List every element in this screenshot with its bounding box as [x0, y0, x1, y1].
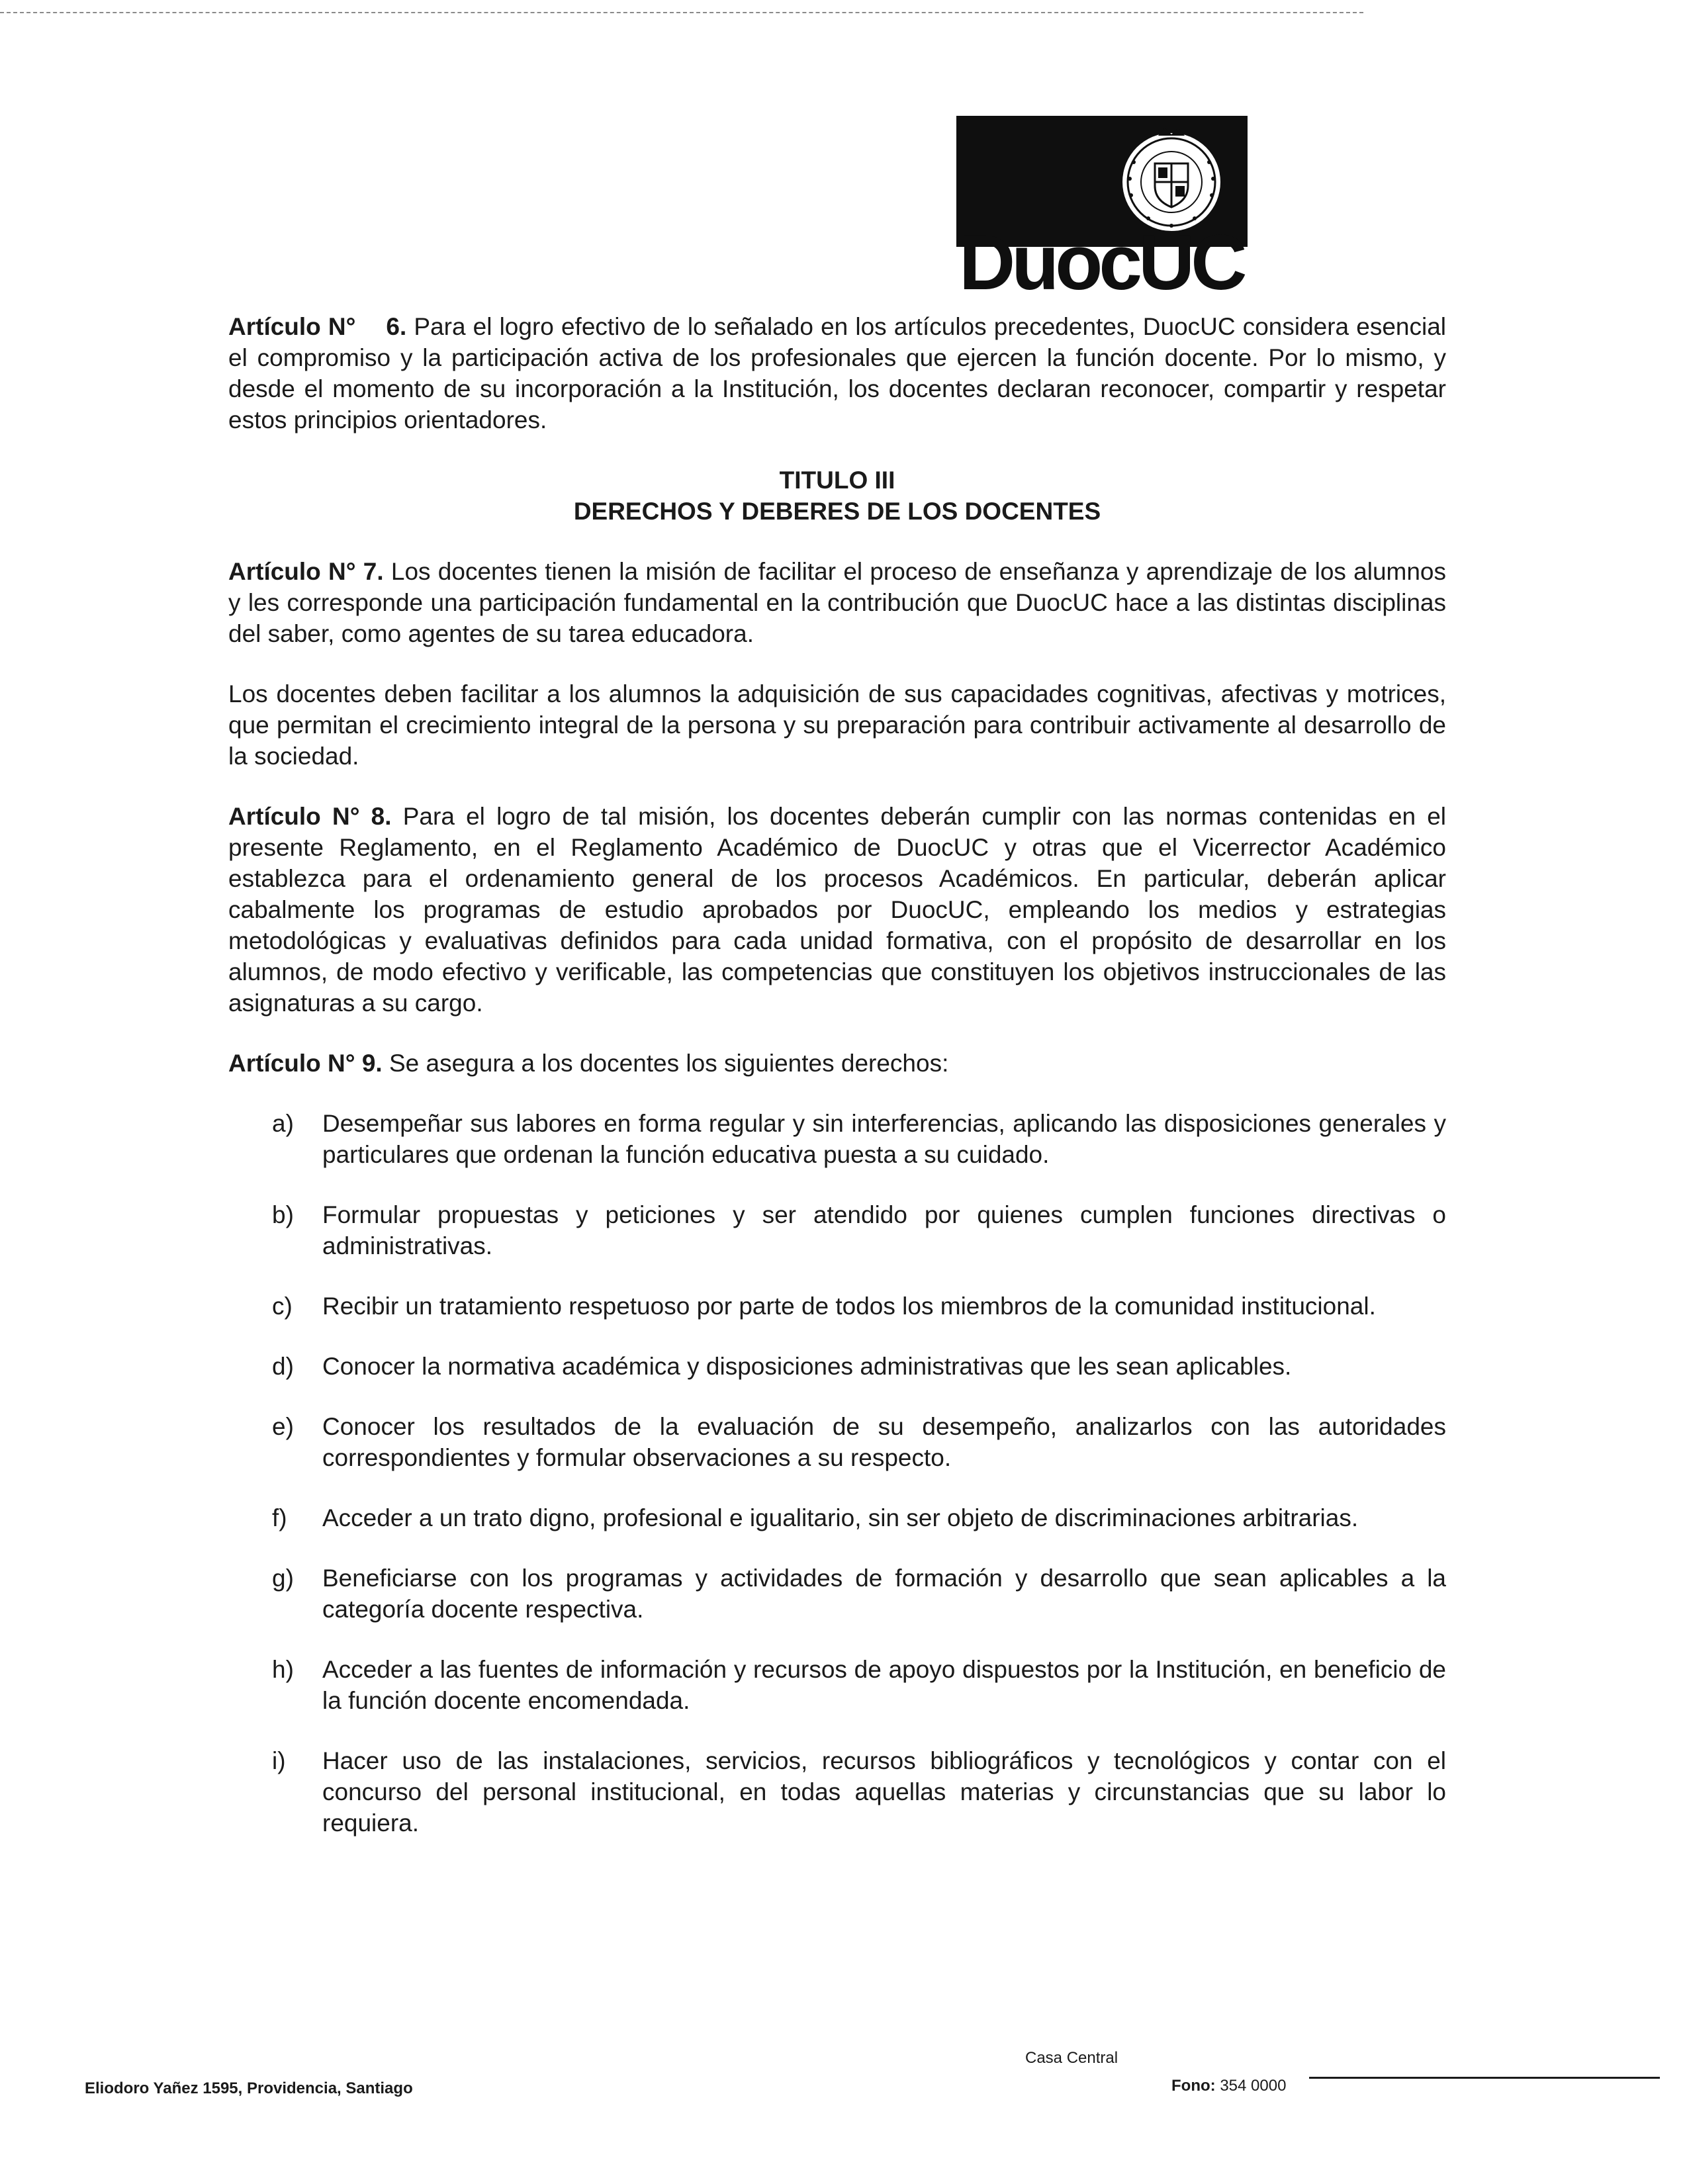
list-text: Acceder a un trato digno, profesional e igualitario, sin ser objeto de discriminaciones arbitrarias.: [322, 1504, 1359, 1531]
list-letter: f): [272, 1504, 287, 1531]
article-7-paragraph-2: Los docentes deben facilitar a los alumnos la adquisición de sus capacidades cognitivas, afectivas y motrices, que permitan el crecimiento integral de la persona y su preparación para contribuir activamente al desarrollo de la sociedad.: [228, 680, 1446, 770]
list-item: [228, 1745, 1446, 1839]
article-9-label: Artículo N° 9.: [228, 1050, 383, 1077]
list-item: [228, 1351, 1446, 1382]
list-letter: c): [272, 1293, 293, 1320]
article-8-label: Artículo N° 8.: [228, 803, 392, 830]
document-body: [228, 311, 1446, 1868]
article-9-text: Se asegura a los docentes los siguientes derechos:: [389, 1050, 949, 1077]
list-letter: b): [272, 1201, 294, 1228]
list-item: [228, 1411, 1446, 1473]
article-7-label: Artículo N° 7.: [228, 558, 384, 585]
footer-casa-central: Casa Central: [1025, 2049, 1118, 2067]
article-6: [228, 311, 1446, 435]
list-letter: d): [272, 1353, 294, 1380]
list-text: Formular propuestas y peticiones y ser atendido por quienes cumplen funciones directivas o administrativas.: [322, 1201, 1446, 1259]
footer-address: Eliodoro Yañez 1595, Providencia, Santiago: [85, 2079, 413, 2097]
list-text: Desempeñar sus labores en forma regular y sin interferencias, aplicando las disposiciones generales y particulares que ordenan la función educativa puesta a su cuidado.: [322, 1110, 1446, 1168]
rights-list: [228, 1108, 1446, 1839]
footer-phone: [1171, 2077, 1286, 2095]
list-text: Conocer la normativa académica y disposiciones administrativas que les sean aplicables.: [322, 1353, 1292, 1380]
list-letter: a): [272, 1110, 294, 1137]
list-item: [228, 1108, 1446, 1170]
list-text: Hacer uso de las instalaciones, servicios, recursos bibliográficos y tecnológicos y contar con el concurso del personal institucional, en todas aquellas materias y circunstancias que su labor lo requiera.: [322, 1747, 1446, 1837]
list-item: [228, 1654, 1446, 1716]
list-letter: i): [272, 1747, 286, 1774]
title-line-1: TITULO III: [779, 467, 895, 494]
footer-phone-number: 354 0000: [1220, 2077, 1287, 2095]
article-7-text: Los docentes tienen la misión de facilitar el proceso de enseñanza y aprendizaje de los alumnos y les corresponde una participación fundamental en la contribución que DuocUC hace a las distintas disciplinas del saber, como agentes de su tarea educadora.: [228, 558, 1447, 647]
logo-wordmark: DuocUC: [959, 219, 1244, 295]
list-letter: h): [272, 1656, 294, 1683]
list-item: [228, 1563, 1446, 1625]
list-item: [228, 1502, 1446, 1533]
list-letter: g): [272, 1565, 294, 1592]
article-6-label: Artículo N°: [228, 313, 356, 340]
duocuc-logo: [956, 116, 1248, 295]
article-7: [228, 556, 1446, 649]
section-title: [228, 465, 1446, 527]
scan-edge-line: [0, 12, 1363, 13]
list-text: Acceder a las fuentes de información y recursos de apoyo dispuestos por la Institución, en beneficio de la función docente encomendada.: [322, 1656, 1446, 1714]
list-letter: e): [272, 1413, 294, 1440]
title-line-2: DERECHOS Y DEBERES DE LOS DOCENTES: [573, 498, 1101, 525]
article-8: [228, 801, 1446, 1019]
footer-rule: [1309, 2077, 1660, 2079]
article-9: [228, 1048, 1446, 1079]
list-text: Beneficiarse con los programas y actividades de formación y desarrollo que sean aplicables a la categoría docente respectiva.: [322, 1565, 1446, 1623]
article-6-number: 6.: [386, 313, 407, 340]
list-text: Conocer los resultados de la evaluación de su desempeño, analizarlos con las autoridades correspondientes y formular observaciones a su respecto.: [322, 1413, 1446, 1471]
footer-phone-label: Fono:: [1171, 2077, 1216, 2095]
list-item: [228, 1291, 1446, 1322]
article-6-text: Para el logro efectivo de lo señalado en los artículos precedentes, DuocUC considera esencial el compromiso y la participación activa de los profesionales que ejercen la función docente. Por lo mismo, y desde el momento de su incorporación a la Institución, los docentes declaran reconocer, compartir y respetar estos principios orientadores.: [228, 313, 1447, 433]
list-item: [228, 1199, 1446, 1261]
article-8-text: Para el logro de tal misión, los docentes deberán cumplir con las normas contenidas en el presente Reglamento, en el Reglamento Académico de DuocUC y otras que el Vicerrector Académico establezca para el ordenamiento general de los procesos Académicos. En particular, deberán aplicar cabalmente los programas de estudio aprobados por DuocUC, empleando los medios y estrategias metodológicas y evaluativas definidos para cada unidad formativa, con el propósito de desarrollar en los alumnos, de modo efectivo y verificable, las competencias que constituyen los objetivos instruccionales de las asignaturas a su cargo.: [228, 803, 1447, 1017]
list-text: Recibir un tratamiento respetuoso por parte de todos los miembros de la comunidad institucional.: [322, 1293, 1376, 1320]
